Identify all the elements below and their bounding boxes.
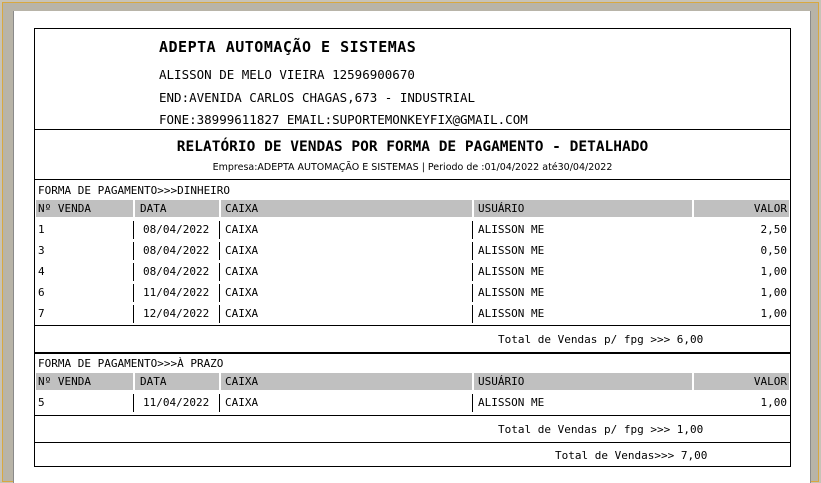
owner-line: ALISSON DE MELO VIEIRA 12596900670 [159, 67, 415, 82]
report-page [13, 11, 811, 483]
table-row: 7 12/04/2022 CAIXA ALISSON ME 1,00 [36, 304, 791, 324]
col-caixa: CAIXA [225, 375, 259, 388]
group-title-dinheiro: FORMA DE PAGAMENTO>>>DINHEIRO [38, 184, 231, 197]
column-header [36, 373, 789, 390]
col-value: VALOR [753, 375, 787, 388]
col-caixa: CAIXA [225, 202, 259, 215]
col-date: DATA [140, 202, 167, 215]
table-row: 5 11/04/2022 CAIXA ALISSON ME 1,00 [36, 393, 791, 413]
company-header [34, 28, 791, 130]
report-title-block [34, 129, 791, 180]
address-line: END:AVENIDA CARLOS CHAGAS,673 - INDUSTRIAL [159, 90, 476, 105]
table-row: 6 11/04/2022 CAIXA ALISSON ME 1,00 [36, 283, 791, 303]
group-total-prazo: Total de Vendas p/ fpg >>> 1,00 [498, 423, 704, 436]
col-user: USUÁRIO [478, 202, 525, 215]
table-row: 4 08/04/2022 CAIXA ALISSON ME 1,00 [36, 262, 791, 282]
contact-line: FONE:38999611827 EMAIL:SUPORTEMONKEYFIX@GMAIL.COM [159, 112, 528, 127]
table-row: 1 08/04/2022 CAIXA ALISSON ME 2,50 [36, 220, 791, 240]
col-date: DATA [140, 375, 167, 388]
col-value: VALOR [753, 202, 787, 215]
grand-total: Total de Vendas>>> 7,00 [555, 449, 708, 462]
company-name: ADEPTA AUTOMAÇÃO E SISTEMAS [159, 38, 417, 56]
col-num: Nº VENDA [38, 202, 91, 215]
col-num: Nº VENDA [38, 375, 91, 388]
col-user: USUÁRIO [478, 375, 525, 388]
window-frame [2, 2, 819, 482]
report-title: RELATÓRIO DE VENDAS POR FORMA DE PAGAMENTO - DETALHADO [176, 139, 649, 155]
column-header [36, 200, 789, 217]
group-title-prazo: FORMA DE PAGAMENTO>>>À PRAZO [38, 357, 224, 370]
group-total-dinheiro: Total de Vendas p/ fpg >>> 6,00 [498, 333, 704, 346]
table-row: 3 08/04/2022 CAIXA ALISSON ME 0,50 [36, 241, 791, 261]
report-subtitle: Empresa:ADEPTA AUTOMAÇÃO E SISTEMAS | Periodo de :01/04/2022 até30/04/2022 [212, 162, 613, 173]
